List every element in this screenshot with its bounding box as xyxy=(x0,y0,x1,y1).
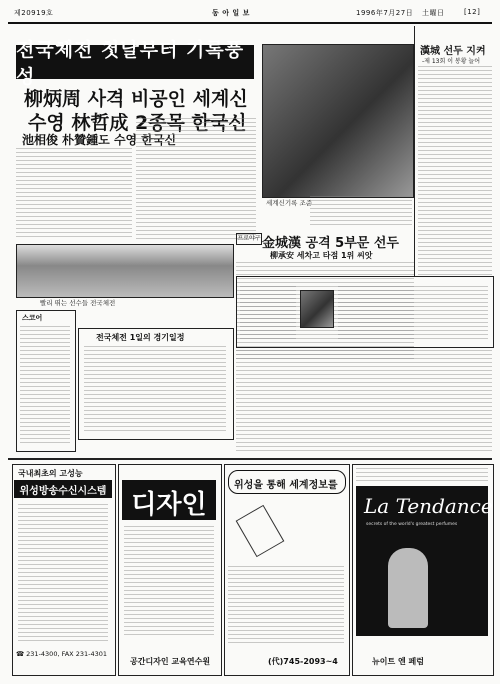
shooting-photo xyxy=(262,44,414,198)
main-banner: 전국체전 첫날부터 기록풍성 xyxy=(16,45,254,79)
article-text-1 xyxy=(16,148,132,240)
feature-text-2 xyxy=(338,286,488,342)
ad3-title: 위성을 통해 세계정보를 xyxy=(234,480,338,491)
photo-caption: 세계신기록 조준 xyxy=(266,199,313,207)
score-lines xyxy=(20,326,70,446)
issue-number: 제20919호 xyxy=(14,9,54,17)
ad1-header: 국내최초의 고성능 xyxy=(18,469,83,478)
header-rule xyxy=(8,22,492,24)
right-text xyxy=(418,66,492,276)
section-tag: 프로야구 xyxy=(236,233,262,245)
ad3-text xyxy=(228,566,344,646)
ad3-phone: (代)745-2093~4 xyxy=(268,657,338,666)
ad4-footer: 뉴이트 엔 페럼 xyxy=(372,657,424,666)
column-rule xyxy=(414,26,415,276)
ad1-text xyxy=(18,504,108,644)
ad2-footer: 공간디자인 교육연수원 xyxy=(130,657,211,666)
feature-text-1 xyxy=(240,286,296,342)
masthead: 동 아 일 보 xyxy=(212,9,250,17)
ad4-header-text xyxy=(356,468,488,482)
side-headline: 金城漢 공격 5부문 선두 xyxy=(262,236,399,251)
scoreboard-title: 스코어 xyxy=(22,314,43,322)
side-subhead: 柳承安 세차고 타점 1위 씨앗 xyxy=(270,251,373,260)
track-photo xyxy=(16,244,234,298)
headline-1: 柳炳周 사격 비공인 세계신 xyxy=(24,88,248,110)
right-subhead: -제 13회 이 봉황 늘어 xyxy=(422,58,481,65)
schedule-lines xyxy=(84,346,226,434)
subhead: 池相俊 朴贊鍾도 수영 한국신 xyxy=(22,133,177,147)
ads-divider xyxy=(8,458,492,460)
headline-2: 수영 林哲成 2종목 한국신 xyxy=(28,112,247,134)
page-number: [12] xyxy=(464,8,481,16)
track-caption: 빨리 뛰는 선수들 전국체전 xyxy=(40,299,116,307)
article-text-3 xyxy=(310,196,412,226)
weekday: 土曜日 xyxy=(422,9,445,17)
right-headline: 漢城 선두 지켜 xyxy=(420,46,486,57)
lower-text xyxy=(236,350,492,454)
ad4-model xyxy=(388,548,428,628)
schedule-title: 전국체전 1일의 경기일정 xyxy=(96,333,185,342)
ad1-phone: ☎ 231-4300, FAX 231-4301 xyxy=(16,650,107,658)
ad4-brand: La Tendance xyxy=(364,494,493,518)
issue-date: 1996年7月27日 xyxy=(356,9,414,17)
ad1-title: 위성방송수신시스템 xyxy=(19,486,107,497)
ad2-title: 디자인 xyxy=(131,490,207,520)
article-text-2 xyxy=(136,118,256,240)
ad4-tagline: secrets of the world's greatest perfumes xyxy=(366,522,458,527)
ad2-text xyxy=(124,526,214,638)
portrait-photo xyxy=(300,290,334,328)
